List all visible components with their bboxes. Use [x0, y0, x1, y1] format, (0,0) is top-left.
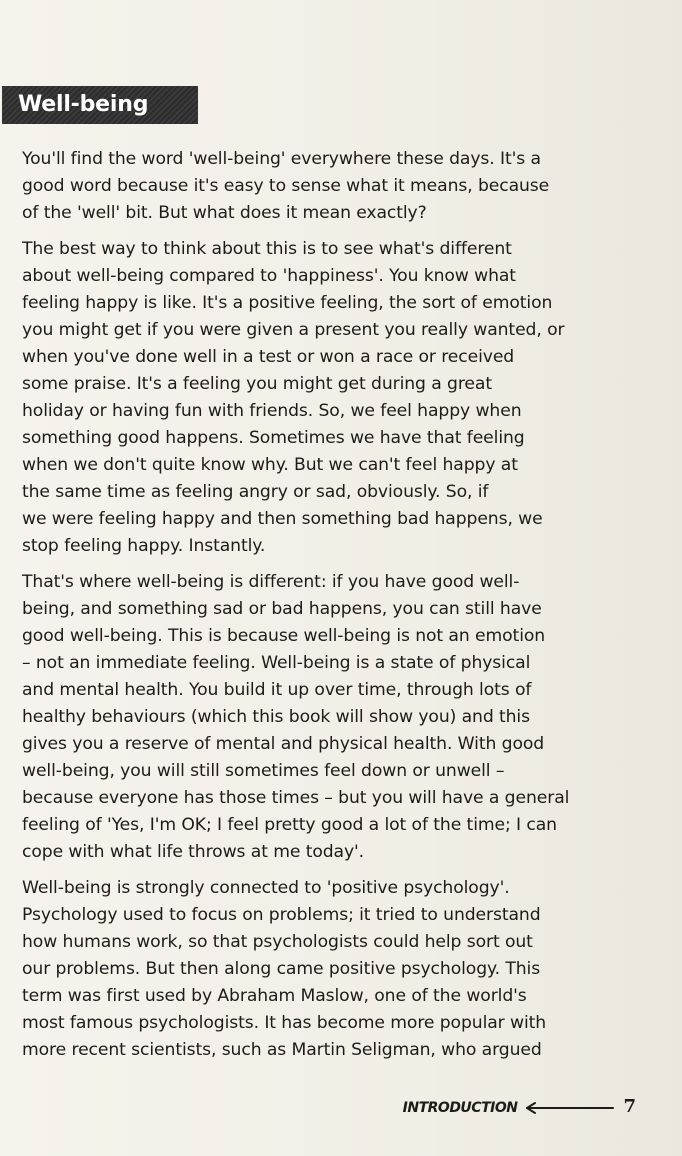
text-line: being, and something sad or bad happens, you can still have — [22, 599, 542, 619]
page-number: 7 — [623, 1095, 636, 1117]
body-text — [22, 146, 614, 1073]
text-line: – not an immediate feeling. Well-being is a state of physical — [22, 653, 531, 673]
text-line: Well-being is strongly connected to 'positive psychology'. — [22, 878, 510, 898]
text-line: about well-being compared to 'happiness'. You know what — [22, 266, 516, 286]
text-line: stop feeling happy. Instantly. — [22, 536, 266, 556]
text-line: feeling of 'Yes, I'm OK; I feel pretty good a lot of the time; I can — [22, 815, 557, 835]
left-arrow-icon — [525, 1101, 615, 1115]
text-line: because everyone has those times – but you will have a general — [22, 788, 570, 808]
text-line: holiday or having fun with friends. So, we feel happy when — [22, 401, 522, 421]
text-line: we were feeling happy and then something bad happens, we — [22, 509, 543, 529]
text-line: something good happens. Sometimes we have that feeling — [22, 428, 525, 448]
chapter-label: INTRODUCTION — [402, 1100, 518, 1116]
text-line: more recent scientists, such as Martin Seligman, who argued — [22, 1040, 542, 1060]
text-line: good word because it's easy to sense what it means, because — [22, 176, 550, 196]
text-line: feeling happy is like. It's a positive feeling, the sort of emotion — [22, 293, 553, 313]
paragraph-2 — [22, 236, 614, 560]
paragraph-1 — [22, 146, 614, 227]
text-line: how humans work, so that psychologists could help sort out — [22, 932, 533, 952]
text-line: our problems. But then along came positive psychology. This — [22, 959, 541, 979]
paragraph-4 — [22, 875, 614, 1064]
section-heading: Well-being — [2, 86, 198, 124]
text-line: some praise. It's a feeling you might get during a great — [22, 374, 492, 394]
text-line: term was first used by Abraham Maslow, one of the world's — [22, 986, 527, 1006]
text-line: That's where well-being is different: if you have good well- — [22, 572, 520, 592]
text-line: Psychology used to focus on problems; it tried to understand — [22, 905, 541, 925]
text-line: the same time as feeling angry or sad, obviously. So, if — [22, 482, 489, 502]
paragraph-3 — [22, 569, 614, 866]
text-line: healthy behaviours (which this book will show you) and this — [22, 707, 530, 727]
text-line: well-being, you will still sometimes feel down or unwell – — [22, 761, 505, 781]
text-line: and mental health. You build it up over time, through lots of — [22, 680, 532, 700]
text-line: cope with what life throws at me today'. — [22, 842, 365, 862]
text-line: when we don't quite know why. But we can't feel happy at — [22, 455, 518, 475]
text-line: when you've done well in a test or won a race or received — [22, 347, 515, 367]
text-line: You'll find the word 'well-being' everywhere these days. It's a — [22, 149, 541, 169]
text-line: good well-being. This is because well-being is not an emotion — [22, 626, 546, 646]
text-line: gives you a reserve of mental and physical health. With good — [22, 734, 545, 754]
text-line: of the 'well' bit. But what does it mean exactly? — [22, 203, 427, 223]
text-line: most famous psychologists. It has become more popular with — [22, 1013, 547, 1033]
text-line: The best way to think about this is to see what's different — [22, 239, 512, 259]
text-line: you might get if you were given a present you really wanted, or — [22, 320, 565, 340]
